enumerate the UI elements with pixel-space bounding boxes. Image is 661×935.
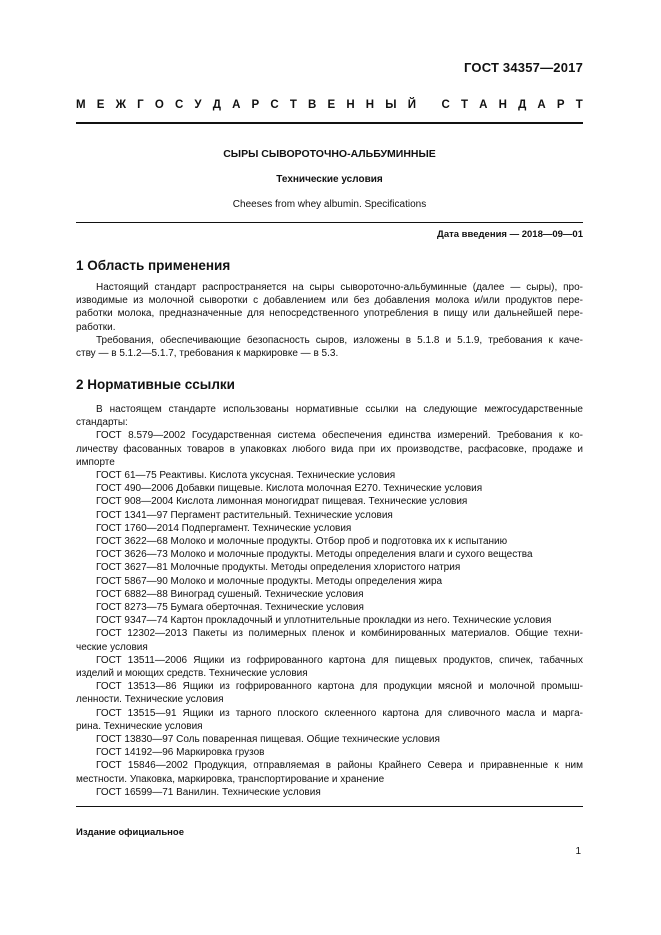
effective-date: Дата введения — 2018—09—01: [437, 229, 583, 240]
document-number: ГОСТ 34357—2017: [464, 60, 583, 75]
standard-kind-letter: Т: [460, 99, 468, 111]
section-1-heading: 1 Область применения: [76, 258, 231, 273]
header-rule: [76, 122, 583, 124]
section-2-body: [76, 403, 583, 799]
text-line: В настоящем стандарте использованы нормативные ссылки на следующие межгосударственные: [96, 404, 583, 415]
text-line: изводимые из молочной сыворотки с добавлением или без добавления молока и/или продуктов пере-: [76, 295, 583, 307]
standard-kind-letter: У: [194, 99, 202, 111]
document-title: СЫРЫ СЫВОРОТОЧНО-АЛЬБУМИННЫЕ: [223, 148, 436, 160]
text-line: ству — в 5.1.2—5.1.7, требования к маркировке — в 5.3.: [76, 348, 339, 360]
text-line: ГОСТ 5867—90 Молоко и молочные продукты. Методы определения жира: [96, 575, 443, 587]
text-line: ГОСТ 9347—74 Картон прокладочный и уплотнительные прокладки из него. Технические условия: [96, 615, 552, 627]
text-line: ГОСТ 13515—91 Ящики из тарного плоского склеенного картона для сливочного масла и марга-: [96, 707, 583, 719]
standard-kind-letter: С: [441, 99, 450, 111]
standard-kind-letter: Р: [556, 99, 565, 111]
standard-kind-letter: М: [76, 99, 86, 111]
text-line: ГОСТ 1341—97 Пергамент растительный. Технические условия: [96, 509, 393, 521]
standard-kind-letter: Т: [575, 99, 583, 111]
text-line: ГОСТ 15846—2002 Продукция, отправляемая в районы Крайнего Севера и приравненные к ним: [96, 760, 583, 772]
text-line: ГОСТ 3626—73 Молоко и молочные продукты. Методы определения влаги и сухого вещества: [96, 549, 533, 561]
text-line: ГОСТ 14192—96 Маркировка грузов: [96, 747, 265, 759]
text-line: личеству фасованных товаров в упаковках любого вида при их производстве, расфасовке, продаже и: [76, 443, 583, 455]
text-line: ГОСТ 13511—2006 Ящики из гофрированного картона для пищевых продуктов, спичек, табачных: [96, 654, 583, 666]
text-line: ГОСТ 61—75 Реактивы. Кислота уксусная. Технические условия: [96, 470, 396, 482]
page-number: 1: [575, 846, 581, 857]
text-line: Требования, обеспечивающие безопасность сыров, изложены в 5.1.8 и 5.1.9, требования к каче-: [96, 334, 583, 346]
text-line: Настоящий стандарт распространяется на сыры сывороточно-альбуминные (далее — сыры), про-: [96, 282, 583, 293]
document-title-english: Cheeses from whey albumin. Specifications: [232, 199, 427, 210]
standard-kind-letter: Д: [518, 99, 527, 111]
text-line: ГОСТ 3627—81 Молочные продукты. Методы определения хлористого натрия: [96, 562, 461, 574]
standard-kind-letter: С: [174, 99, 184, 111]
text-line: ГОСТ 13830—97 Соль поваренная пищевая. Общие технические условия: [96, 734, 440, 746]
standard-kind-letter: Н: [498, 99, 507, 111]
text-line: ГОСТ 3622—68 Молоко и молочные продукты. Отбор проб и подготовка их к испытанию: [96, 536, 508, 548]
text-line: ГОСТ 6882—88 Виноград сушеный. Технические условия: [96, 588, 364, 600]
text-line: ГОСТ 16599—71 Ванилин. Технические условия: [96, 786, 321, 798]
document-subtitle: Технические условия: [276, 174, 383, 185]
text-line: изделий и моющих средств. Технические условия: [76, 668, 308, 680]
section-2-heading: 2 Нормативные ссылки: [76, 377, 235, 392]
standard-kind-letter: А: [232, 99, 241, 111]
section-1-body: [76, 281, 583, 360]
standard-kind-letter: В: [308, 99, 317, 111]
text-line: ческие условия: [76, 641, 148, 653]
text-line: работки.: [76, 321, 116, 333]
title-rule: [76, 222, 583, 223]
standard-kind-letter: А: [537, 99, 546, 111]
text-line: ГОСТ 1760—2014 Подпергамент. Технические условия: [96, 522, 352, 534]
text-line: местности. Упаковка, маркировка, транспортирование и хранение: [76, 773, 385, 785]
standard-kind-letter: Г: [137, 99, 144, 111]
standard-kind-letter: [427, 99, 430, 111]
standard-kind-letter: Н: [365, 99, 375, 111]
text-line: работки молока, предназначенные для непосредственного употребления в пищу или дальнейшей пере-: [76, 308, 583, 320]
text-line: ГОСТ 8273—75 Бумага оберточная. Технические условия: [96, 602, 364, 614]
footer-rule: [76, 806, 583, 807]
standard-kind-letter: Е: [96, 99, 105, 111]
standard-kind-letter: Т: [289, 99, 297, 111]
standard-kind-letter: Д: [212, 99, 221, 111]
standard-kind-letter: Р: [251, 99, 260, 111]
text-line: ГОСТ 8.579—2002 Государственная система обеспечения единства измерений. Требования к ко-: [96, 430, 583, 442]
text-line: ГОСТ 490—2006 Добавки пищевые. Кислота молочная Е270. Технические условия: [96, 483, 483, 495]
text-line: импорте: [76, 456, 115, 468]
edition-note: Издание официальное: [76, 827, 184, 838]
standard-kind-letter: Ж: [115, 99, 126, 111]
standard-kind-letter: С: [270, 99, 279, 111]
standard-kind-letter: А: [479, 99, 488, 111]
text-line: ГОСТ 12302—2013 Пакеты из полимерных пленок и комбинированных материалов. Общие техни-: [96, 628, 583, 640]
standard-kind-letter: Ы: [385, 99, 397, 111]
text-line: ленности. Технические условия: [76, 694, 224, 706]
standard-kind-heading: [76, 99, 583, 111]
text-line: стандарты:: [76, 417, 128, 429]
text-line: ГОСТ 13513—86 Ящики из гофрированного картона для продукции мясной и молочной промыш-: [96, 681, 583, 693]
standard-kind-letter: Й: [407, 99, 416, 111]
text-line: ГОСТ 908—2004 Кислота лимонная моногидрат пищевая. Технические условия: [96, 496, 468, 508]
text-line: рина. Технические условия: [76, 720, 203, 732]
standard-kind-letter: Н: [346, 99, 355, 111]
standard-kind-letter: Е: [327, 99, 336, 111]
standard-kind-letter: О: [154, 99, 164, 111]
